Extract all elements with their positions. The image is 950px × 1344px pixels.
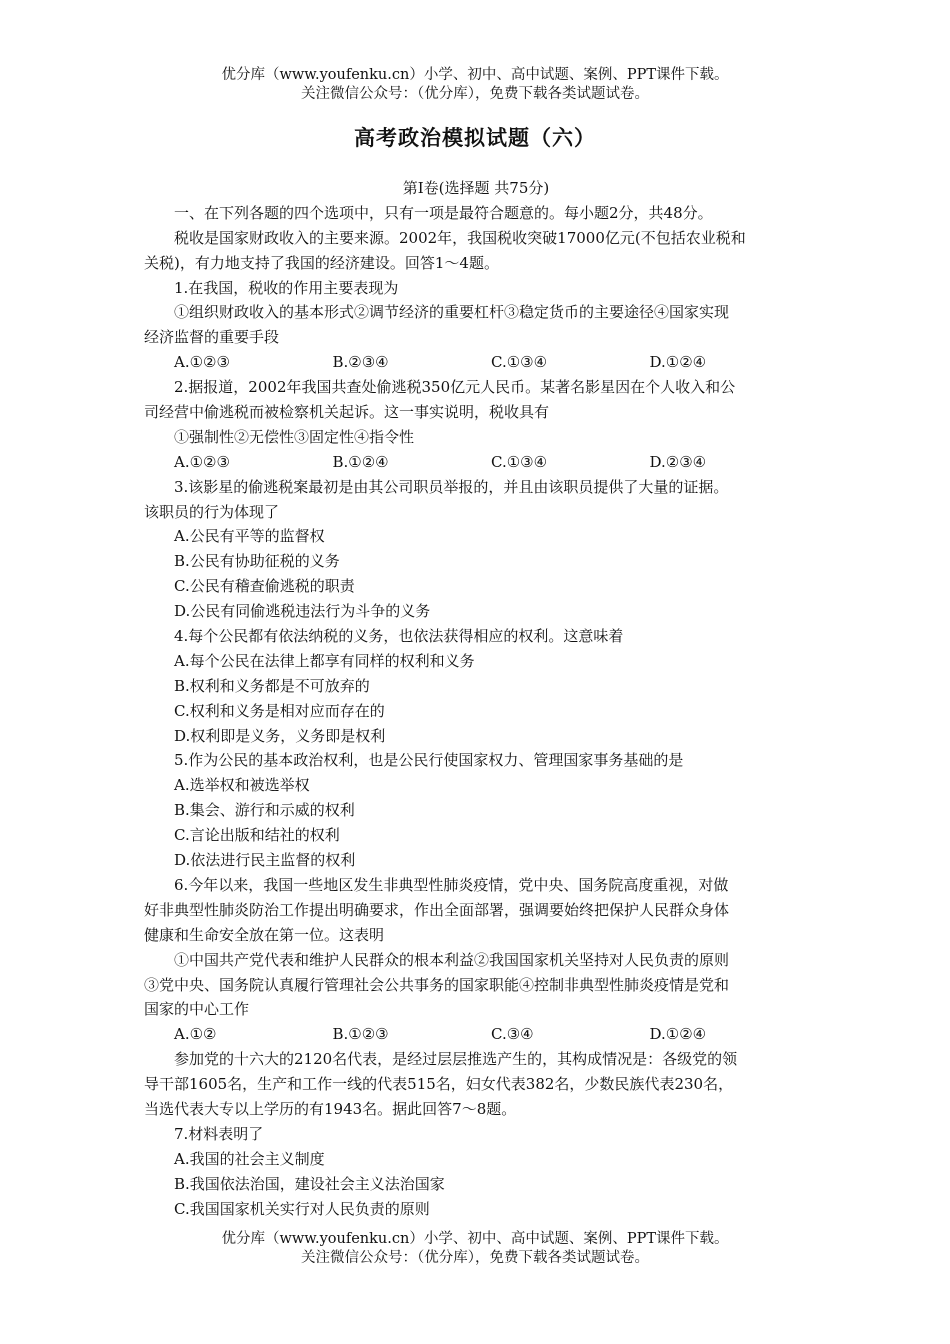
exam-title: 高考政治模拟试题（六）	[354, 125, 596, 150]
option-c: C.①③④	[491, 353, 548, 372]
question-2-options	[144, 450, 808, 475]
option-c: C.权利和义务是相对应而存在的	[174, 701, 385, 720]
option-d: D.②③④	[649, 452, 707, 471]
option-c: C.③④	[491, 1025, 534, 1044]
option-a: A.①②	[174, 1025, 217, 1044]
option-b: B.我国依法治国，建设社会主义法治国家	[174, 1174, 445, 1193]
question-5-stem: 5.作为公民的基本政治权利，也是公民行使国家权力、管理国家事务基础的是	[174, 751, 684, 770]
question-6-stem: 好非典型性肺炎防治工作提出明确要求，作出全面部署，强调要始终把保护人民群众身体	[144, 900, 730, 919]
option-c: C.公民有稽查偷逃税的职责	[174, 577, 355, 596]
question-1-stem: 1.在我国，税收的作用主要表现为	[174, 278, 399, 297]
question-7-stem: 7.材料表明了	[174, 1124, 264, 1143]
question-6-options	[144, 1022, 808, 1047]
option-d: D.①②④	[649, 1025, 707, 1044]
option-b: B.①②④	[332, 452, 389, 471]
instruction: 一、在下列各题的四个选项中，只有一项是最符合题意的。每小题2分，共48分。	[174, 203, 713, 222]
header-line-2: 关注微信公众号：（优分库），免费下载各类试题试卷。	[301, 86, 649, 102]
material-1-line: 关税)，有力地支持了我国的经济建设。回答1～4题。	[144, 253, 499, 272]
option-a: A.①②③	[174, 452, 230, 471]
option-a: A.公民有平等的监督权	[174, 527, 325, 546]
footer-line-1: 优分库（www.youfenku.cn）小学、初中、高中试题、案例、PPT课件下载。	[221, 1231, 729, 1247]
page-footer	[0, 1230, 950, 1268]
question-6-stem: 健康和生命安全放在第一位。这表明	[144, 925, 385, 944]
option-b: B.公民有协助征税的义务	[174, 552, 340, 571]
option-b: B.①②③	[332, 1025, 389, 1044]
option-d: D.权利即是义务，义务即是权利	[174, 726, 386, 745]
question-3-stem: 3.该影星的偷逃税案最初是由其公司职员举报的，并且由该职员提供了大量的证据。	[174, 477, 729, 496]
question-2-stem: 司经营中偷逃税而被检察机关起诉。这一事实说明，税收具有	[144, 403, 550, 422]
option-c: C.我国国家机关实行对人民负责的原则	[174, 1199, 430, 1218]
header-line-1: 优分库（www.youfenku.cn）小学、初中、高中试题、案例、PPT课件下载。	[221, 67, 729, 83]
option-a: A.选举权和被选举权	[174, 776, 310, 795]
option-a: A.我国的社会主义制度	[174, 1149, 325, 1168]
option-a: A.①②③	[174, 353, 230, 372]
option-a: A.每个公民在法律上都享有同样的权利和义务	[174, 651, 475, 670]
material-2-line: 参加党的十六大的2120名代表，是经过层层推选产生的，其构成情况是：各级党的领	[174, 1050, 738, 1069]
option-b: B.权利和义务都是不可放弃的	[174, 676, 370, 695]
option-c: C.言论出版和结社的权利	[174, 826, 340, 845]
exam-body	[144, 176, 808, 1221]
question-6-items: 国家的中心工作	[144, 1000, 250, 1019]
section-title: 第Ⅰ卷(选择题 共75分)	[402, 179, 550, 197]
option-b: B.②③④	[332, 353, 389, 372]
option-c: C.①③④	[491, 452, 548, 471]
option-d: D.依法进行民主监督的权利	[174, 851, 356, 870]
material-1-line: 税收是国家财政收入的主要来源。2002年，我国税收突破17000亿元(不包括农业税和	[174, 228, 746, 247]
question-2-items: ①强制性②无偿性③固定性④指令性	[174, 427, 415, 446]
question-1-items: 经济监督的重要手段	[144, 328, 280, 347]
question-4-stem: 4.每个公民都有依法纳税的义务，也依法获得相应的权利。这意味着	[174, 627, 624, 646]
option-b: B.集会、游行和示威的权利	[174, 801, 355, 820]
material-2-line: 当选代表大专以上学历的有1943名。据此回答7～8题。	[144, 1099, 517, 1118]
question-1-options	[144, 350, 808, 375]
question-6-stem: 6.今年以来，我国一些地区发生非典型性肺炎疫情，党中央、国务院高度重视，对做	[174, 875, 729, 894]
question-1-items: ①组织财政收入的基本形式②调节经济的重要杠杆③稳定货币的主要途径④国家实现	[174, 303, 730, 322]
question-6-items: ①中国共产党代表和维护人民群众的根本利益②我国国家机关坚持对人民负责的原则	[174, 950, 730, 969]
question-3-stem: 该职员的行为体现了	[144, 502, 280, 521]
material-2-line: 导干部1605名，生产和工作一线的代表515名，妇女代表382名，少数民族代表230名，	[144, 1075, 734, 1094]
option-d: D.公民有同偷逃税违法行为斗争的义务	[174, 602, 431, 621]
question-6-items: ③党中央、国务院认真履行管理社会公共事务的国家职能④控制非典型性肺炎疫情是党和	[144, 975, 730, 994]
page-header	[0, 66, 950, 104]
option-d: D.①②④	[649, 353, 707, 372]
question-2-stem: 2.据报道，2002年我国共查处偷逃税350亿元人民币。某著名影星因在个人收入和公	[174, 378, 736, 397]
footer-line-2: 关注微信公众号：（优分库），免费下载各类试题试卷。	[301, 1250, 649, 1266]
